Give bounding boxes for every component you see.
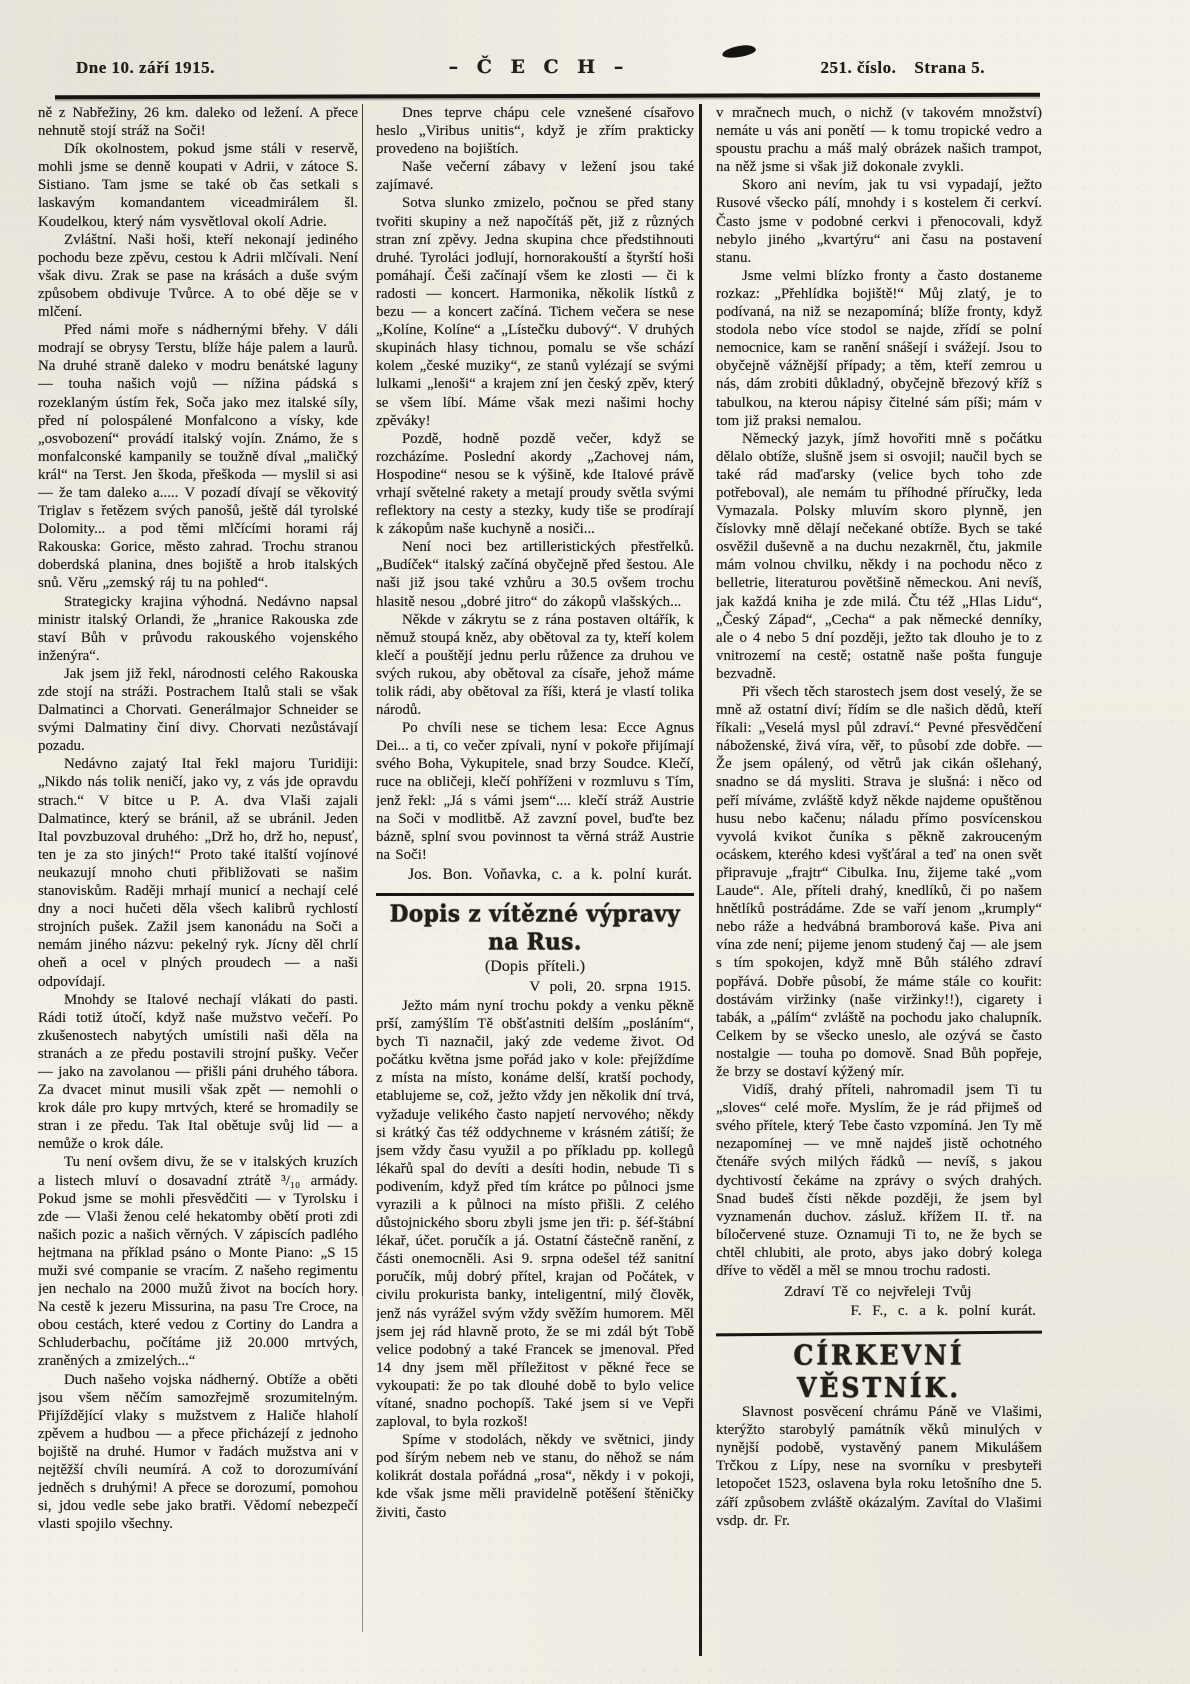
issue-number: 251. číslo. — [820, 58, 897, 77]
column-2-text — [376, 104, 694, 864]
header-rule — [55, 93, 1040, 100]
paragraph: Zvláštní. Naši hoši, kteří nekonají jediného pochodu beze zpěvu, cestou k Adrii mlčívali. Není však divu. Zrak se pase na krásách a duše svým způsobem obdivuje Tvůrce. A to obé děje se v mlčení. — [38, 231, 358, 321]
column-divider-2 — [699, 104, 702, 1656]
column-1-text — [38, 104, 358, 1533]
page-header — [38, 56, 1040, 86]
column-3 — [716, 104, 1042, 1679]
section-headline: CÍRKEVNÍ VĚSTNÍK. — [793, 1339, 965, 1404]
article-2-text — [376, 997, 694, 1522]
section-text — [716, 1403, 1042, 1530]
paragraph: Mnohdy se Italové nechají vlákati do pasti. Rádi totiž útočí, když naše mužstvo večeří. Po zkušenostech nabytých umístili naši děla na stranách a ze předu postavili strojní pušky. Večer — jako na zavolanou — přišli páni druhého tábora. Za dvacet minut musili však zpět — nemohli o krok dále pro kupy mrtvých, které se hromadily se stran i ze předu. Tak Ital obětuje svůj lid — a nemůže o krok dále. — [38, 991, 358, 1153]
paragraph: ně z Nabřežiny, 26 km. daleko od ležení. A přece nehnutě stojí stráž na Soči! — [38, 105, 358, 140]
paragraph: Slavnost posvěcení chrámu Páně ve Vlašimi, kterýžto starobylý památník věků minulých v nynější podobě, vystavěný panem Mikulášem Trčkou z Lípy, nese na svorníku v presbyteři letopočet 1523, oslavena byla roku letošního dne 5. září způsobem zvláště okázalým. Zavítal do Vlašimi vsdp. dr. Fr. — [716, 1404, 1042, 1529]
article-separator-rule — [376, 893, 694, 896]
article-2-dateline: V poli, 20. srpna 1915. — [529, 978, 692, 995]
letter-closing: Zdraví Tě co nejvřeleji Tvůj — [784, 1283, 972, 1301]
column-1 — [38, 104, 358, 1679]
paragraph: Jak jsem již řekl, národnosti celého Rakouska zde stojí na stráži. Postrachem Italů stali se však Dalmatinci a Chorvati. Generálmajor Schneider se svými Dalmatiny činí divy. Chorvati nezůstávají pozadu. — [38, 665, 358, 755]
paragraph: Ježto mám nyní trochu pokdy a venku pěkně prší, zamýšlím Tě obšťastniti delším „posláním“, bych Ti naznačil, jaký zde vedeme život. Od počátku května jsme pořád jako v kole: přejíždíme z místa na místo, konáme delší, kratší pochody, etablujeme se, což, ježto vždy jen několik dní trvá, vyžaduje velikého často napjetí nervového; někdy si krátký čas též oddychneme v krásném zátiší; že jsem vždy času využil a po příkladu pp. kollegů lékařů spal do devíti a desíti hodin, nebude Ti s podivením, když před tím krátce po půlnoci jsme vyrazili a k půlnoci na místo přišli. Z celého důstojnického sboru zbyli jsme jen tři: p. šéf-štábní lékař, účet. poručík a já. Ostatní částečně ranění, z části onemocněli. Asi 9. srpna odešel též sanitní poručík, můj dobrý přítel, krajan od Počátek, v civilu prokurista banky, inteligentní, milý člověk, jenž nás vyrážel svým vždy svěžím humorem. Měl jsem jej rád hlavně proto, že se mi zdál být Tobě velice podobný a také Francek se jmenoval. Před 14 dny jsem měl příležitost v pěkné řece se vykoupati: že po tak dlouhé době to bylo velice vítané, snadno pochopíš. Také jsem si ve Vepři zaploval, to byla rozkoš! — [376, 997, 695, 1431]
paragraph: Při všech těch starostech jsem dost veselý, že se mně až ostatní diví; řídím se dle našich dědů, kteří říkali: „Veselá mysl půl zdraví.“ Pevné přesvědčení náboženské, živá víra, věř, to působí zde dobře. — Že jsem opálený, od větrů jak cikán ošlehaný, snadno se dá mysliti. Strava je slušná: i něco od peří míváme, zvláště když někde najdeme opuštěnou husu nebo kačenu; náladu přímo posvícenskou vyvolá kvikot čuníka s pěkně zakrouceným ocáskem, kterého kdesi vyšťáral a teď na onen svět připravuje „frajtr“ Cibulka. Inu, žijeme také „vom Laude“. Ale, příteli drahý, knedlíků, či po našem hnětlíků postrádáme. Zde se vaří jenom „krumply“ nebo ráže a hedvábná bramborová kaše. Piva ani vína zde není; pijeme jenom studený čaj — ale jsem s tím spokojen, když mně Bůh stálého zdraví popřává. Dobře působí, že máme stále co kouřit: dostávám viržinky (naše viržinky!!), cigarety i tabák, a „pálím“ zvláště na pochodu jako chalupník. Celkem by se všecko uneslo, ale ozývá se často nostalgie — touha po domově. Snad Bůh popřeje, že brzy se dostaví kýžený mír. — [716, 684, 1042, 1080]
article-2-subhead: (Dopis příteli.) — [484, 957, 586, 975]
paragraph: Není noci bez artilleristických přestřelků. „Budíček“ italský začíná obyčejně před šestou. Ale naši již jsou také vzhůru a 30.5 ovšem trochu hlasitě nesou „dobré jitro“ do zákopů vlašských... — [376, 539, 695, 610]
paragraph: Duch našeho vojska nádherný. Obtíže a oběti jsou všem něčím samozřejmě srozumitelným. Přijíždějící vlaky s mužstvem z Haliče hlaholí zpěvem a hudbou — a přece přicházejí z jednoho bojiště na druhé. Humor v řadách mužstva ani v nejtěžší chvíli neumírá. A což to dorozumívání jedněch s druhými! A přece se dorozumí, pomohou si, jdou vedle sebe jako bratři. Vědomí nebezpečí vlasti spojilo všechny. — [38, 1371, 358, 1533]
paragraph: Tu není ovšem divu, že se v italských kruzích a listech mluví o dosavadní ztrátě ³/₁₀ armády. Pokud jsme se mohli přesvědčiti — v Tyrolsku i zde — Vlaši ženou celé hekatomby obětí proti zdi našich pozic a našich věrných. V zápiscích padlého hejtmana na příklad psáno o Monte Piano: „S 15 muži své companie se vracím. Z našeho regimentu jen nechalo na 2000 mužů život na bocích hory. Na cestě k jezeru Missurina, na pasu Tre Croce, na obou cestách, které vedou z Cortiny do Landra a Schluderbachu, počítáme již 20.000 mrtvých, zraněných a zmizelých...“ — [38, 1154, 358, 1370]
paragraph: Před námi moře s nádhernými břehy. V dáli modrají se obrysy Terstu, blíže háje palem a laurů. Na druhé straně daleko v modru benátské laguny — touha našich vojů — nížina pádská s rozeklaným ústím řek, Soča jako mez italské síly, před ní polospálené Monfalcono a vísky, kde „osvobození“ provádí italský vojín. Známo, že s monfalconské kampanily se toužně díval „maličký král“ na Terst. Jen škoda, přeškoda — myslil si asi — že tam daleko a..... V pozadí dívají se věkovitý Triglav s řetězem svých panošů, ještě dál tyrolské Dolomity... a pod těmi mlčícími horami ráj Rakouska: Gorice, město zahrad. Trochu stranou doberdská planina, dnes bojiště a hrob italských snů. Věru „zemský ráj tu na pohled“. — [38, 322, 358, 592]
column-2 — [376, 104, 694, 1679]
issue-and-page-number — [821, 58, 985, 78]
page-number: Strana 5. — [914, 58, 985, 77]
masthead-title: – Č E C H – — [448, 56, 630, 78]
paragraph: Dík okolnostem, pokud jsme stáli v reservě, mohli jsme se denně koupati v Adrii, v zátoce S. Sistiano. Tam jsme se také ob čas setkali s laskavým komandantem viceadmirálem šl. Koudelkou, který nám vysvětloval okolí Adrie. — [38, 141, 358, 230]
paragraph: Skoro ani nevím, jak tu vsi vypadají, ježto Rusové všecko pálí, mnohdy i s kostelem či cerkví. Často jsme v podobné cerkvi i přenocovali, když nebylo jiného „kvartýru“ ani času na postavení stanu. — [716, 177, 1042, 266]
column-3-text — [716, 104, 1042, 1280]
column-divider-1 — [362, 104, 363, 1632]
letter-signature: F. F., c. a k. polní kurát. — [850, 1302, 1036, 1320]
article-2-headline: Dopis z vítězné výpravy na Rus. — [389, 900, 681, 956]
paragraph: Strategicky krajina výhodná. Nedávno napsal ministr italský Orlandi, že „hranice Rakouska zde staví Bůh v průvodu rakouského vojenského inženýra“. — [38, 593, 358, 664]
paragraph: v mračnech much, o nichž (v takovém množství) nemáte u vás ani ponětí — k tomu tropické vedro a spoustu prachu a máš malý obrázek našich trampot, na něž jsme si však již dokonale zvykli. — [716, 105, 1042, 176]
article-1-signature: Jos. Bon. Voňavka, c. a k. polní kurát. — [408, 865, 693, 883]
paragraph: Nedávno zajatý Ital řekl majoru Turidiji: „Nikdo nás tolik neničí, jako vy, z vás jde opravdu strach.“ V bitce u P. A. dva Vlaši zajali Dalmatince, který se bránil, až se ubránil. Jeden Ital povzbuzoval druhého: „Drž ho, drž ho, nepusť, ten je za sto jiných!“ Proto také italští vojínové neukazují mnoho chuti přibližovati se našim stanoviskům. Raději mrhají municí a nechají celé dny a noci hučeti děla všech kalibrů rychlostí strojních pušek. Zažil jsem kanonádu na Soči a nemám jiného názvu: pekelný ryk. Jícny děl chrlí oheň a ocel v plných proudech — a naši odpovídají. — [38, 756, 358, 990]
paragraph: Naše večerní zábavy v ležení jsou také zajímavé. — [376, 159, 695, 194]
paragraph: Někde v zákrytu se z rána postaven oltářík, k němuž stoupá kněz, aby obětoval za ty, kteří kolem klečí a pouštějí jednu perlu růžence za druhou ve svých rukou, aby obětoval za císaře, jehož máme tolik rádi, aby obětoval za říši, která je vlastí tolika národů. — [376, 611, 695, 719]
paragraph: Sotva slunko zmizelo, počnou se před stany tvořiti skupiny a než napočítáš pět, již z různých stran zní zpěvy. Jedna skupina chce předstihnouti druhé. Tyroláci jodlují, hornorakouští a štyrští hoši pomáhají. Češi začínají všem ke zlosti — či k radosti — koncert. Harmonika, několik lístků z bezu — a koncert začíná. Tichem večera se nese „Kolíne, Kolíne“ a „Lístečku dubový“. V druhých skupinách hlasy tichnou, pomalu se vše schází kolem „české muziky“, ze stanů vylézají se svými lulkami „lenoši“ a krajem zní jen český zpěv, který se všem líbí. Máme však mezi našimi hochy zpěváky! — [376, 195, 695, 429]
paragraph: Spíme v stodolách, někdy ve světnici, jindy pod šírým nebem neb ve stanu, do něhož se nám kolikrát dostala pořádná „rosa“, někdy i v pokoji, kde však jsme měli pravidelně potěšení štěničky živiti, často — [376, 1432, 695, 1521]
paragraph: Po chvíli nese se tichem lesa: Ecce Agnus Dei... a ti, co večer zpívali, nyní v pokoře přijímají svého Boha, Vykupitele, snad brzy Soudce. Klečí, ruce na obličeji, klečí pohříženi v rozmluvu s Tím, jenž řekl: „Já s vámi jsem“.... klečí stráž Austrie na Soči v modlitbě. Až zavzní povel, buďte bez bázně, splní svou povinnost ta věrná stráž Austrie na Soči! — [376, 720, 695, 863]
issue-date: Dne 10. září 1915. — [76, 58, 215, 77]
paragraph: Pozdě, hodně pozdě večer, když se rozcházíme. Poslední akordy „Zachovej nám, Hospodine“ nesou se k výšině, kde Italové právě vrhají světelné rakety a metají proudy světla svými reflektory na cesty a stezky, kudy tiše se prodírají k zákopům naše kuchyně a nosiči... — [376, 430, 695, 538]
section-separator-rule — [716, 1331, 1042, 1337]
paragraph: Vidíš, drahý příteli, nahromadil jsem Ti tu „sloves“ celé moře. Myslím, že je rád přijmeš od svého přítele, který Tebe často vzpomíná. Jen Ty mě nezapomínej — ve mně najdeš jistě ochotného čtenáře svých milých řádků — nevíš, s jakou dychtivostí čekáme na zprávy o svých drahých. Snad budeš čísti někde později, že jsem byl vyznamenán duchov. zásluž. křížem II. tř. na bíločervené stuze. Oznamuji Ti to, ne že bych se chtěl chlubiti, ale proto, abys jako dobrý kolega dříve to věděl a měl se mnou trochu radosti. — [716, 1082, 1042, 1279]
paragraph: Německý jazyk, jímž hovořiti mně s počátku dělalo obtíže, slušně jsem si osvojil; naučil bych se také rád maďarsky (velice bych toho zde potřeboval), ale nemám tu příhodné příručky, leda Vymazala. Polsky mluvím skoro plynně, jen číslovky mně dělají nečekané obtíže. Bych se také osvěžil duševně a na duchu nezakrněl, čtu, jakmile mám volnou chvilku, někdy i na pochodu něco z belletrie, literaturou povětšině německou. Ani nevíš, jak každá kniha je zde milá. Čtu též „Hlas Lidu“, „Český Západ“, „Cecha“ a pak německé denníky, ale o 4 nebo 5 dní později, ježto tak dlouho je to z vnitrozemí na cestě; ostatně naše pošta funguje bezvadně. — [716, 430, 1042, 682]
page-columns — [38, 104, 1042, 1679]
paragraph: Dnes teprve chápu cele vznešené císařovo heslo „Viribus unitis“, když je zřím prakticky provedeno na bojištích. — [376, 105, 695, 158]
paragraph: Jsme velmi blízko fronty a často dostaneme rozkaz: „Přehlídka bojiště!“ Můj zlatý, je to podívaná, na niž se nezapomíná; blíže fronty, když stodola nebo více stodol se najde, zřídí se polní nemocnice, kam se ranění snášejí i svážejí. Jsou to obyčejně vážnější případy; a těm, kteří zemrou u nás, dám zrobiti důkladný, obyčejně březový kříž s tabulkou, na kterou nápisy čitelné sám píši; mám v tom již praksi nemalou. — [716, 267, 1042, 429]
